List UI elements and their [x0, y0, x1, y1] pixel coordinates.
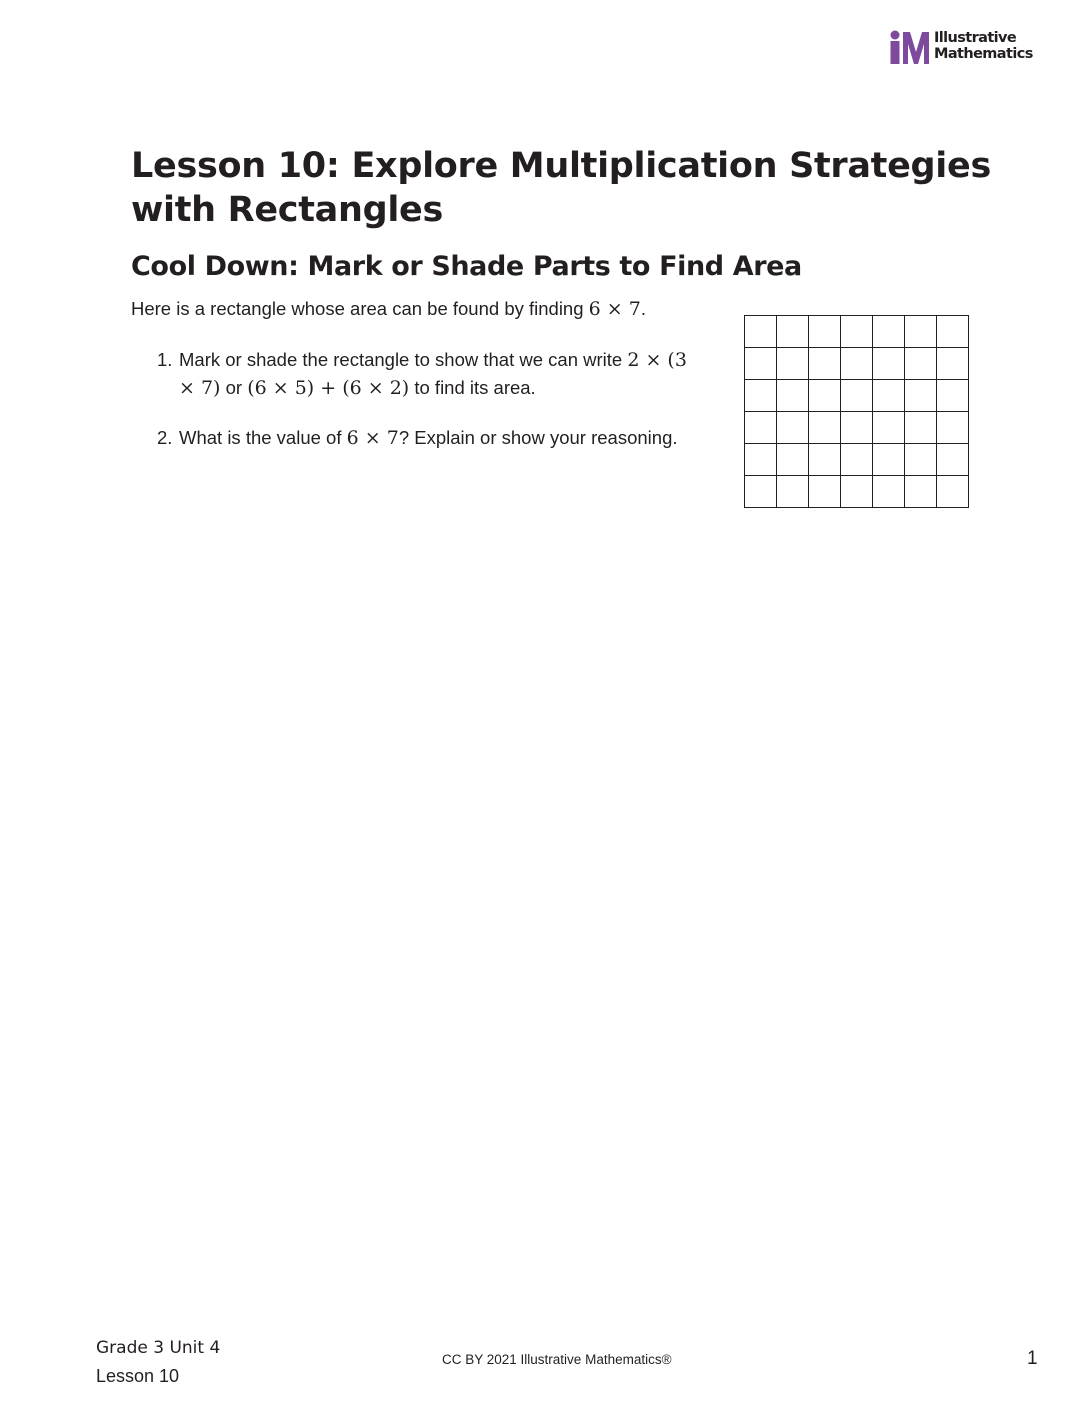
logo-wordmark [934, 30, 1033, 62]
question-1-text-c: to find its area. [409, 377, 536, 398]
illustrative-mathematics-logo [888, 30, 1048, 70]
grid-cell[interactable] [873, 412, 905, 444]
question-1-text-b: or [220, 377, 248, 398]
question-1-math-b: (6 × 5) + (6 × 2) [247, 377, 410, 399]
grid-cell[interactable] [809, 316, 841, 348]
footer-grade-unit: Grade 3 Unit 4 [96, 1338, 221, 1358]
grid-cell[interactable] [873, 316, 905, 348]
area-grid-rectangle[interactable] [744, 315, 970, 510]
grid-cell[interactable] [777, 316, 809, 348]
grid-cell[interactable] [809, 380, 841, 412]
grid-cell[interactable] [777, 476, 809, 508]
grid-cell[interactable] [905, 444, 937, 476]
intro-text [131, 296, 731, 322]
grid-cell[interactable] [777, 444, 809, 476]
grid-cell[interactable] [777, 348, 809, 380]
question-1-math-a: 2 × (3 × 7) [179, 349, 687, 399]
footer-license: CC BY 2021 Illustrative Mathematics® [442, 1352, 672, 1367]
question-2-text-a: What is the value of [179, 427, 347, 448]
cool-down-title: Cool Down: Mark or Shade Parts to Find Area [131, 251, 802, 282]
grid-cell[interactable] [745, 444, 777, 476]
footer-course-info [96, 1334, 220, 1390]
grid-cell[interactable] [873, 444, 905, 476]
im-logo-icon [888, 30, 930, 66]
grid-cell[interactable] [841, 316, 873, 348]
question-1 [131, 346, 701, 402]
lesson-title: Lesson 10: Explore Multiplication Strategies with Rectangles [131, 146, 991, 230]
grid-cell[interactable] [937, 348, 969, 380]
grid-cell[interactable] [905, 476, 937, 508]
grid-cell[interactable] [905, 348, 937, 380]
intro-text-end: . [640, 298, 646, 319]
grid-cell[interactable] [745, 476, 777, 508]
question-list [131, 346, 701, 474]
grid-cell[interactable] [873, 380, 905, 412]
question-2-text-b: ? Explain or show your reasoning. [398, 427, 678, 448]
grid-cell[interactable] [937, 444, 969, 476]
grid-cell[interactable] [841, 412, 873, 444]
grid-cell[interactable] [745, 380, 777, 412]
page-number: 1 [1027, 1348, 1038, 1369]
question-1-text-a: Mark or shade the rectangle to show that we can write [179, 349, 628, 370]
grid-cell[interactable] [777, 380, 809, 412]
question-2 [131, 424, 701, 452]
grid-cell[interactable] [777, 412, 809, 444]
grid-cell[interactable] [937, 316, 969, 348]
grid-cell[interactable] [873, 348, 905, 380]
question-2-math-a: 6 × 7 [346, 427, 399, 449]
grid-cell[interactable] [809, 348, 841, 380]
logo-line-1: Illustrative [934, 30, 1017, 46]
grid-cell[interactable] [937, 476, 969, 508]
grid-cell[interactable] [905, 316, 937, 348]
intro-text-lead: Here is a rectangle whose area can be found by finding [131, 298, 589, 319]
question-number: 1. [157, 349, 173, 370]
grid-cell[interactable] [745, 412, 777, 444]
grid-cell[interactable] [841, 348, 873, 380]
grid-cell[interactable] [809, 444, 841, 476]
grid-cell[interactable] [937, 412, 969, 444]
grid-cell[interactable] [745, 348, 777, 380]
grid-cell[interactable] [841, 476, 873, 508]
footer-lesson: Lesson 10 [96, 1366, 180, 1386]
intro-math: 6 × 7 [588, 298, 641, 320]
grid-cell[interactable] [809, 412, 841, 444]
question-number: 2. [157, 427, 173, 448]
grid-cell[interactable] [905, 380, 937, 412]
grid-cell[interactable] [873, 476, 905, 508]
logo-line-2: Mathematics [934, 46, 1033, 62]
grid-cell[interactable] [905, 412, 937, 444]
grid-cell[interactable] [809, 476, 841, 508]
grid-cell[interactable] [937, 380, 969, 412]
grid-cell[interactable] [841, 444, 873, 476]
grid-cell[interactable] [841, 380, 873, 412]
grid-cell[interactable] [745, 316, 777, 348]
